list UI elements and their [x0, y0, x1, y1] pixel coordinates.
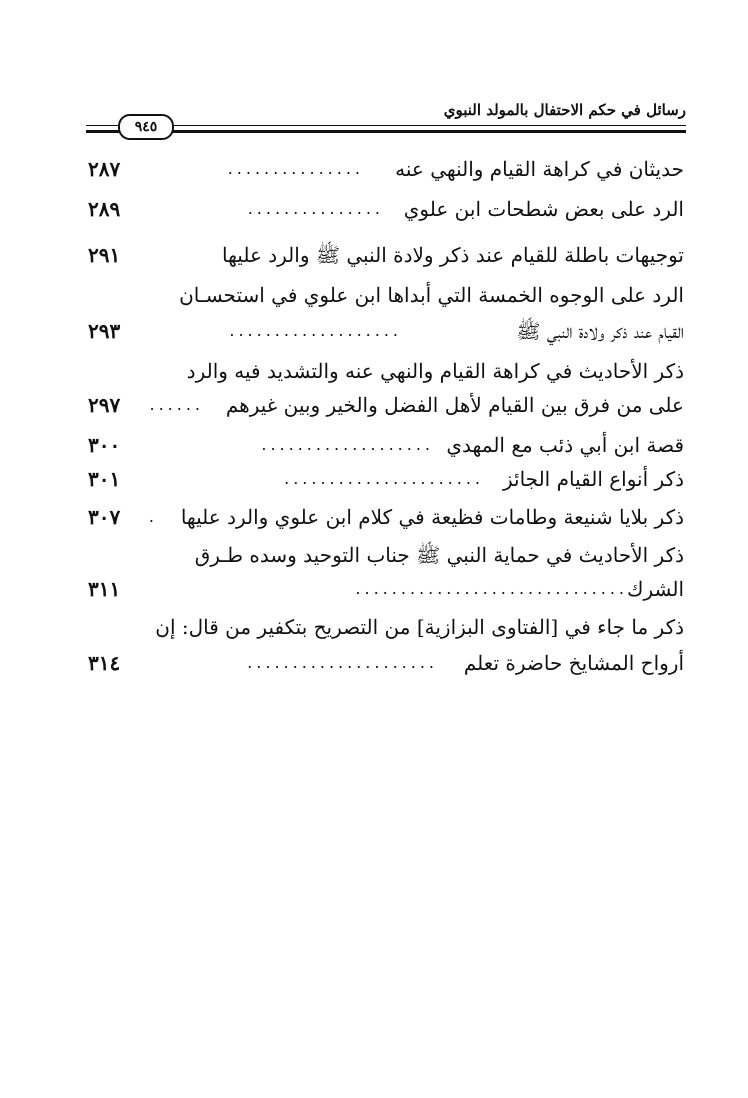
running-title: رسائل في حكم الاحتفال بالمولد النبوي [443, 101, 686, 119]
toc-entry [86, 612, 684, 642]
toc-entry-title: الشرك [626, 577, 684, 601]
page-number-badge: ٩٤٥ [118, 114, 174, 140]
toc-entry-title: توجيهات باطلة للقيام عند ذكر ولادة النبي ﷺ والرد عليها [221, 243, 684, 267]
toc-entry-title: قصة ابن أبي ذئب مع المهدي [446, 433, 684, 457]
toc-entry [86, 280, 684, 310]
toc-entry-title: حديثان في كراهة القيام والنهي عنه [395, 157, 684, 181]
toc-entry [86, 574, 684, 604]
header-rule-thin [86, 125, 686, 126]
toc-entry [86, 240, 684, 270]
toc-entry-title: الرد على بعض شطحات ابن علوي [403, 197, 684, 221]
toc-entry-title: ذكر أنواع القيام الجائز [502, 467, 684, 491]
toc-leader-dots: ..................... [247, 653, 438, 672]
header-rule-thick [86, 130, 686, 133]
toc-leader-dots: . [148, 507, 158, 526]
toc-leader-dots: ............... [247, 199, 384, 218]
toc-entry [86, 430, 684, 460]
toc-entry-page: ٢٩٣ [88, 319, 121, 343]
toc-entry-page: ٢٨٩ [88, 197, 121, 221]
toc-entry-page: ٣٠٧ [88, 505, 121, 529]
toc-entry [86, 502, 684, 532]
toc-entry-page: ٢٩١ [88, 243, 121, 267]
toc-entry-page: ٣٠٠ [88, 433, 121, 457]
toc-entry-page: ٣١٤ [88, 651, 121, 675]
toc-entry-title: الرد على الوجوه الخمسة التي أبداها ابن علوي في استحسـان [179, 283, 684, 307]
toc-entry [86, 390, 684, 420]
toc-leader-dots: ...................... [284, 469, 484, 488]
toc-entry [86, 316, 684, 346]
toc-entry [86, 154, 684, 184]
toc-entry [86, 540, 684, 570]
toc-entry-title: على من فرق بين القيام لأهل الفضل والخير وبين غيرهم [225, 393, 684, 417]
toc-entry-title: ذكر بلايا شنيعة وطامات فظيعة في كلام ابن علوي والرد عليها [180, 505, 684, 529]
toc-leader-dots: ............... [227, 159, 364, 178]
toc-entry-title: أرواح المشايخ حاضرة تعلم [463, 651, 684, 675]
toc-entry [86, 648, 684, 678]
toc-entry-title: ذكر ما جاء في [الفتاوى البزازية] من التصريح بتكفير من قال: إن [155, 615, 684, 639]
toc-entry-title: ذكر الأحاديث في حماية النبي ﷺ جناب التوحيد وسده طـرق [194, 543, 684, 567]
toc-entry-page: ٢٨٧ [88, 157, 121, 181]
toc-entry-title: ذكر الأحاديث في كراهة القيام والنهي عنه والتشديد فيه والرد [186, 359, 684, 383]
toc-leader-dots: ...... [149, 395, 204, 414]
toc-entry-title: القيام عند ذكر ولادة النبي ﷺ [516, 319, 684, 343]
toc-leader-dots: ................... [261, 435, 434, 454]
toc-entry [86, 194, 684, 224]
toc-leader-dots: .............................. [355, 579, 628, 598]
toc-leader-dots: ................... [229, 321, 402, 340]
toc-entry [86, 356, 684, 386]
toc-entry-page: ٣١١ [88, 577, 121, 601]
toc-entry-page: ٣٠١ [88, 467, 121, 491]
toc-entry [86, 464, 684, 494]
toc-entry-page: ٢٩٧ [88, 393, 121, 417]
